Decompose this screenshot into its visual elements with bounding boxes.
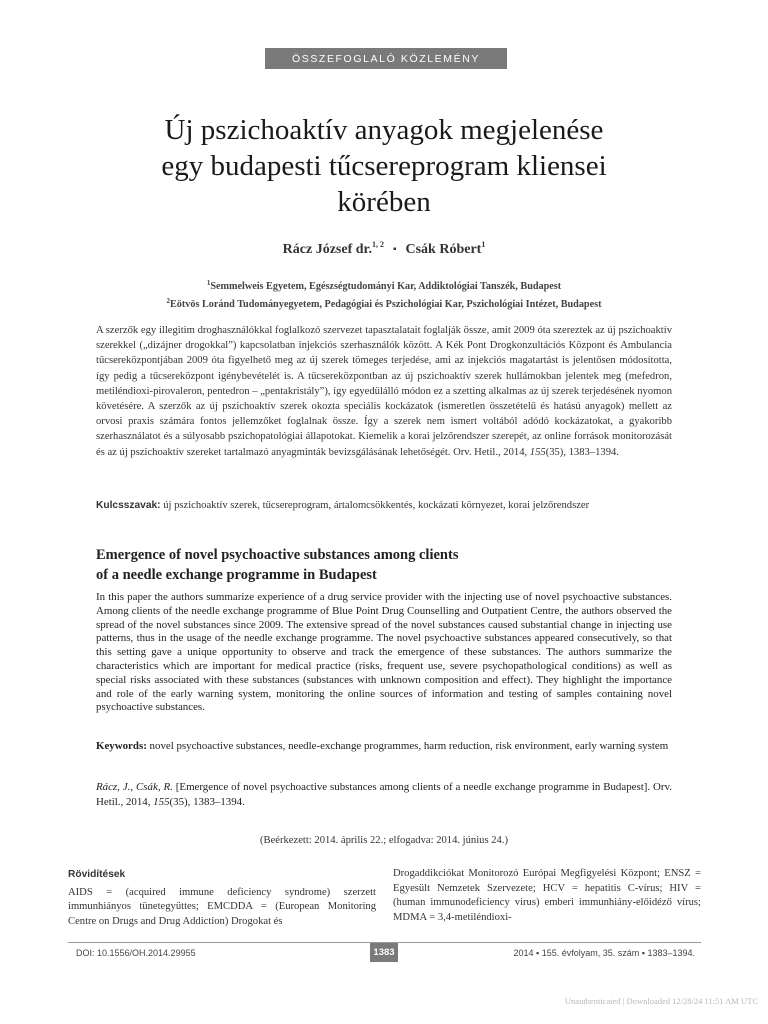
english-title — [96, 546, 656, 585]
abstract-hu-text: A szerzők egy illegitim droghasználókkal foglalkozó szervezet tapasztalatait foglalják össze, amit 2009 óta szereztek az új pszichoaktív szerekkel („dizájner drogokkal”) kapcsolatban injekciós szerhasználók között. A Kék Pont Drogkonzultációs Központ és Ambulancia tűcsereközpontjában 2009 óta figyelhető meg az új szerek tömeges terjedése, ami az injekciós magatartást is jelentősen módosította, így pedig a tűcsereközpont igénybevételét is. A tűcsereközpontban az új pszichoaktív szerek hullámokban jelentek meg (mefedron, metiléndioxi-pirovaleron, pentedron – „pentakristály”), így egyedülálló módon ez a szetting alkalmas az új szerek terjedésének nyomon követésére. A szerzők az új pszichoaktív szerek okozta speciális kockázatok (ismeretlen összetételű és hatású anyagok) mellett az orvosi praxis számára fontos jellemzőket foglalnak össze. Így a szerek nem ismert voltából adódó kockázatokat, a gyakoribb szerhasználatot és a súlyosabb pszichopatológiai állapotokat. Kiemelik a korai jelzőrendszer szerepét, az online források monitorozását és az új pszichoaktív szereket tartalmazó anyagminták bevizsgálásának lehetőségét. Orv. Hetil., 2014, — [96, 325, 672, 458]
received-dates: (Beérkezett: 2014. április 22.; elfogadva: 2014. június 24.) — [259, 835, 508, 846]
volume-number: 155 — [529, 446, 546, 458]
journal-issue: 2014 ▪ 155. évfolyam, 35. szám ▪ 1383–1394. — [513, 948, 695, 958]
abbreviations-text: AIDS = (acquired immune deficiency syndrome) szerzett immunhiányos tünetegyüttes; EMCDDA = (European Monitoring Centre on Drugs and Drug Addiction) Drogokat és — [68, 886, 376, 927]
abbreviations-column-left — [68, 868, 376, 929]
keywords-text: novel psychoactive substances, needle-exchange programmes, harm reduction, risk environment, early warning system — [146, 740, 669, 752]
download-watermark: Unauthenticated | Downloaded 12/28/24 11:51 AM UTC — [564, 996, 758, 1006]
author-name: Csák Róbert — [405, 242, 482, 257]
affiliation-number: 2 — [166, 297, 171, 305]
affiliation — [90, 276, 678, 294]
abstract-hungarian — [96, 323, 672, 460]
abbreviations-column-right: Drogaddikciókat Monitorozó Európai Megfigyelési Központ; ENSZ = Egyesült Nemzetek Szervezete; HCV = hepatitis C-vírus; HIV = (human immunodeficiency virus) emberi immunhiány-előidéző vírus; MDMA = 3,4-metiléndioxi- — [393, 868, 701, 923]
affiliation-text: Semmelweis Egyetem, Egészségtudományi Kar, Addiktológiai Tanszék, Budapest — [210, 281, 562, 292]
citation-authors: Rácz, J., Csák, R. — [96, 781, 173, 793]
author-list — [90, 240, 678, 258]
author-separator: ▪ — [392, 244, 397, 255]
citation-text: [Emergence of novel psychoactive substances among clients of a needle exchange programme in Budapest]. Orv. Hetil., 2014, — [96, 781, 672, 808]
affiliation-number: 1 — [206, 279, 211, 287]
affiliation-text: Eötvös Loránd Tudományegyetem, Pedagógiai és Pszichológiai Kar, Pszichológiai Intézet, Budapest — [170, 299, 602, 310]
title-line: körében — [337, 186, 431, 218]
keywords-english — [96, 740, 672, 754]
citation — [96, 780, 672, 810]
keywords-text: új pszichoaktív szerek, tűcsereprogram, ártalomcsökkentés, kockázati környezet, korai jelzőrendszer — [160, 500, 590, 511]
article-title — [90, 112, 678, 220]
author-name: Rácz József dr. — [282, 242, 372, 257]
english-title-line: Emergence of novel psychoactive substances among clients — [96, 547, 459, 563]
keywords-label: Keywords: — [96, 740, 147, 752]
doi[interactable]: DOI: 10.1556/OH.2014.29955 — [76, 948, 196, 958]
citation-tail: (35), 1383–1394. — [169, 796, 245, 808]
affiliations — [90, 276, 678, 312]
author-affiliation-marker: 1 — [481, 240, 486, 249]
abstract-hu-citation-tail: (35), 1383–1394. — [545, 446, 619, 458]
author-affiliation-marker: 1, 2 — [371, 240, 384, 249]
section-banner: ÖSSZEFOGLALÓ KÖZLEMÉNY — [265, 48, 507, 69]
title-line: egy budapesti tűcsereprogram kliensei — [161, 150, 607, 182]
title-line: Új pszichoaktív anyagok megjelenése — [164, 114, 604, 146]
abbreviations-heading: Rövidítések — [68, 869, 126, 880]
english-title-line: of a needle exchange programme in Budapest — [96, 566, 377, 583]
abstract-english: In this paper the authors summarize experience of a drug service provider with the injecting use of novel psychoactive substances. Among clients of the needle exchange programme of Blue Point Drug Counselling and Outpatient Centre, the authors observed the spread of the novel substances since 2009. The extensive spread of the novel substances caused substantial change in injecting use patterns, thus in the usage of the needle exchange programme. The novel psychoactive substances appeared consecutively, so that this setting gave a unique opportunity to observe and track the emergence of these substances. The authors summarize the characteristics which are important for medical practice (risks, frequent use, severe psychopathological conditions) as well as special risks associated with these substances (substances with unknown composition and effect). They highlight the importance and role of the early warning system, monitoring the online sources of information and testing of samples containing novel psychoactive substances. — [96, 591, 672, 714]
page-footer — [68, 943, 701, 962]
affiliation — [90, 294, 678, 312]
page-number: 1383 — [370, 943, 398, 962]
volume-number: 155 — [153, 796, 170, 808]
keywords-hungarian — [96, 498, 672, 513]
keywords-label: Kulcsszavak: — [96, 500, 161, 511]
